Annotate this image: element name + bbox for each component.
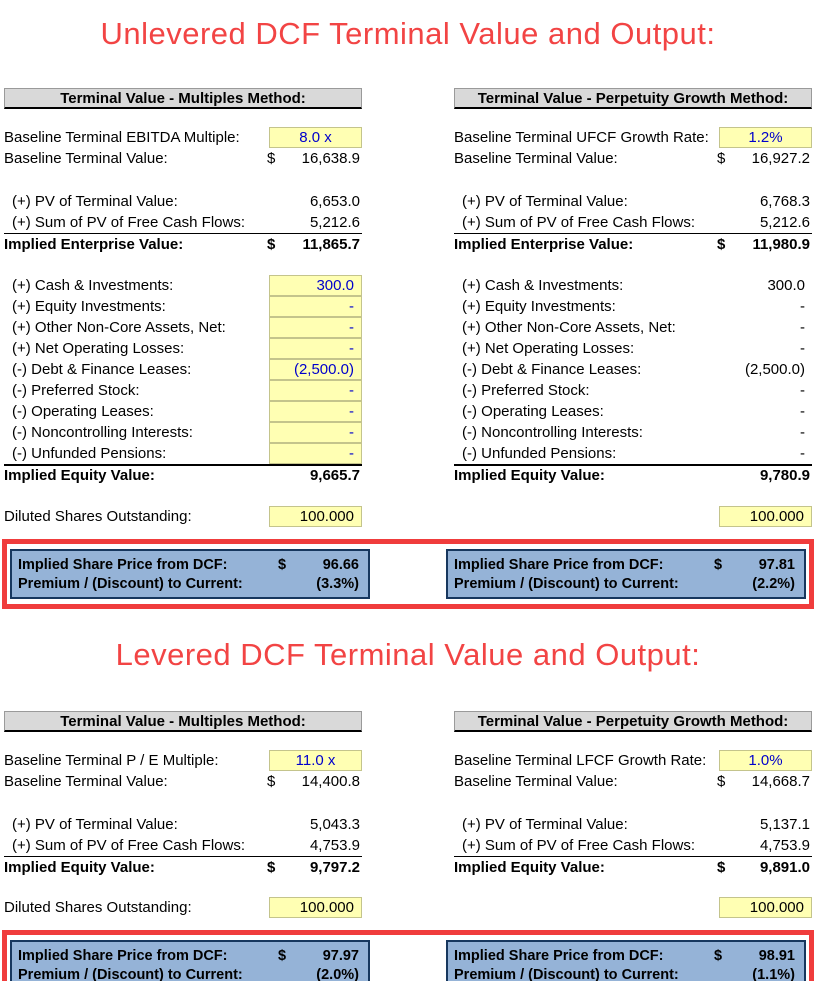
levered-multiples-panel — [4, 711, 362, 918]
adjustment-label: (-) Noncontrolling Interests: — [462, 424, 643, 441]
panel-header: Terminal Value - Perpetuity Growth Method: — [454, 711, 812, 732]
value-cell — [714, 557, 798, 573]
value-cell: 4,753.9 — [759, 837, 810, 854]
adjustment-value-cell: - — [800, 382, 805, 399]
share-price-row — [454, 555, 798, 574]
value-cell — [265, 859, 362, 876]
share-price-row — [454, 946, 798, 965]
value-number: 9,797.2 — [309, 858, 360, 876]
adjustment-input-cell[interactable]: - — [269, 422, 362, 443]
row-label: Baseline Terminal Value: — [454, 773, 618, 790]
adjustment-input-cell[interactable]: - — [269, 380, 362, 401]
adjustment-row — [454, 380, 812, 401]
adjustment-row — [4, 359, 362, 380]
adjustment-value-cell: - — [800, 298, 805, 315]
diluted-shares-row — [454, 506, 812, 527]
implied-enterprise-value-row — [4, 233, 362, 254]
value-cell: 5,043.3 — [309, 816, 360, 833]
implied-equity-value-row — [454, 464, 812, 485]
row-label: (+) PV of Terminal Value: — [462, 193, 628, 210]
row-label: (+) PV of Terminal Value: — [12, 816, 178, 833]
value-cell: 6,653.0 — [309, 193, 360, 210]
growth-rate-input-row — [454, 127, 812, 148]
levered-panels — [4, 711, 812, 918]
levered-section-title: Levered DCF Terminal Value and Output: — [115, 637, 701, 672]
levered-perpetuity-output-box — [446, 940, 806, 981]
share-price-row — [18, 946, 362, 965]
baseline-terminal-value-row — [4, 148, 362, 169]
row-label: Baseline Terminal Value: — [4, 773, 168, 790]
adjustment-label: (+) Net Operating Losses: — [12, 340, 185, 357]
value-cell — [265, 150, 362, 167]
ebitda-multiple-input-cell[interactable]: 8.0 x — [269, 127, 362, 148]
implied-enterprise-value-row — [454, 233, 812, 254]
adjustment-value-cell: - — [800, 424, 805, 441]
row-label: Implied Equity Value: — [454, 858, 605, 876]
implied-equity-value-row — [4, 856, 362, 877]
value-number: 16,927.2 — [751, 150, 810, 167]
multiple-input-row — [4, 127, 362, 148]
row-label: Implied Equity Value: — [4, 858, 155, 876]
row-label: (+) Sum of PV of Free Cash Flows: — [462, 837, 695, 854]
levered-perpetuity-panel — [454, 711, 812, 918]
row-label: (+) Sum of PV of Free Cash Flows: — [12, 837, 245, 854]
value-cell: 5,137.1 — [759, 816, 810, 833]
unlevered-output-callout — [2, 539, 814, 609]
value-number: 11,980.9 — [752, 235, 810, 253]
adjustment-input-cell[interactable]: 300.0 — [269, 275, 362, 296]
adjustment-row — [454, 401, 812, 422]
row-label: Implied Share Price from DCF: — [454, 947, 664, 964]
adjustment-label: (-) Operating Leases: — [462, 403, 604, 420]
row-label: (+) PV of Terminal Value: — [12, 193, 178, 210]
row-label: Baseline Terminal Value: — [454, 150, 618, 167]
panel-header: Terminal Value - Multiples Method: — [4, 88, 362, 109]
diluted-shares-input-cell[interactable]: 100.000 — [269, 897, 362, 918]
row-label: Implied Share Price from DCF: — [18, 556, 228, 573]
pv-terminal-row — [4, 814, 362, 835]
growth-rate-input-row — [454, 750, 812, 771]
currency-symbol: $ — [267, 773, 276, 790]
premium-discount-row — [18, 574, 362, 593]
value-cell: (1.1%) — [752, 966, 795, 981]
row-label: Premium / (Discount) to Current: — [454, 966, 679, 981]
adjustments-block — [4, 275, 362, 464]
unlevered-perpetuity-output-box — [446, 549, 806, 599]
value-cell — [265, 236, 362, 253]
currency-symbol: $ — [267, 235, 276, 253]
row-label: Premium / (Discount) to Current: — [18, 575, 243, 592]
row-label: Premium / (Discount) to Current: — [18, 966, 243, 981]
value-cell — [278, 948, 362, 964]
adjustment-label: (+) Cash & Investments: — [12, 277, 174, 294]
adjustment-row — [4, 422, 362, 443]
row-label: Baseline Terminal P / E Multiple: — [4, 752, 219, 769]
adjustment-label: (-) Debt & Finance Leases: — [12, 361, 192, 378]
row-label: (+) Sum of PV of Free Cash Flows: — [462, 214, 695, 231]
adjustment-row — [4, 338, 362, 359]
value-cell: (2.2%) — [752, 575, 795, 592]
implied-equity-value-row — [454, 856, 812, 877]
value-number: 96.66 — [322, 556, 359, 573]
value-cell — [714, 948, 798, 964]
baseline-terminal-value-row — [454, 148, 812, 169]
pv-fcf-row — [454, 212, 812, 233]
implied-equity-value-row — [4, 464, 362, 485]
adjustment-row — [4, 401, 362, 422]
adjustment-row — [454, 359, 812, 380]
value-number: 97.81 — [758, 556, 795, 573]
share-price-row — [18, 555, 362, 574]
adjustment-row — [4, 380, 362, 401]
row-label: Baseline Terminal EBITDA Multiple: — [4, 129, 240, 146]
adjustment-row — [4, 296, 362, 317]
value-cell: 5,212.6 — [309, 214, 360, 231]
pv-fcf-row — [4, 212, 362, 233]
currency-symbol: $ — [278, 556, 287, 573]
value-cell — [715, 859, 812, 876]
value-number: 14,668.7 — [751, 773, 810, 790]
row-label: Implied Enterprise Value: — [454, 235, 634, 253]
value-number: 98.91 — [758, 947, 795, 964]
value-cell — [715, 773, 812, 790]
adjustment-label: (+) Other Non-Core Assets, Net: — [462, 319, 676, 336]
pe-multiple-input-cell[interactable]: 11.0 x — [269, 750, 362, 771]
row-label: (+) Sum of PV of Free Cash Flows: — [12, 214, 245, 231]
adjustment-input-cell[interactable]: - — [269, 317, 362, 338]
adjustment-value-cell: - — [800, 403, 805, 420]
currency-symbol: $ — [278, 947, 287, 964]
adjustment-label: (+) Cash & Investments: — [462, 277, 624, 294]
value-cell: 4,753.9 — [309, 837, 360, 854]
adjustment-label: (+) Other Non-Core Assets, Net: — [12, 319, 226, 336]
row-label: Implied Equity Value: — [4, 467, 155, 484]
adjustment-label: (-) Debt & Finance Leases: — [462, 361, 642, 378]
adjustment-row — [4, 317, 362, 338]
value-number: 9,891.0 — [759, 858, 810, 876]
value-cell: (3.3%) — [316, 575, 359, 592]
panel-header: Terminal Value - Perpetuity Growth Method: — [454, 88, 812, 109]
adjustment-row — [454, 422, 812, 443]
value-cell — [715, 150, 812, 167]
row-label: Baseline Terminal LFCF Growth Rate: — [454, 752, 707, 769]
adjustment-row — [4, 275, 362, 296]
diluted-shares-input-cell[interactable]: 100.000 — [269, 506, 362, 527]
adjustment-label: (+) Net Operating Losses: — [462, 340, 635, 357]
value-number: 14,400.8 — [301, 773, 360, 790]
adjustment-label: (-) Unfunded Pensions: — [462, 445, 617, 462]
adjustment-value-cell: - — [800, 445, 805, 462]
adjustment-input-cell[interactable]: - — [269, 401, 362, 422]
pv-terminal-row — [454, 814, 812, 835]
adjustment-input-cell[interactable]: - — [269, 338, 362, 359]
unlevered-multiples-output-box — [10, 549, 370, 599]
currency-symbol: $ — [267, 150, 276, 167]
adjustment-label: (-) Preferred Stock: — [462, 382, 590, 399]
value-number: 11,865.7 — [302, 235, 360, 253]
panel-header: Terminal Value - Multiples Method: — [4, 711, 362, 732]
row-label: Diluted Shares Outstanding: — [4, 508, 192, 525]
adjustment-input-cell[interactable]: - — [269, 443, 362, 464]
adjustment-label: (-) Preferred Stock: — [12, 382, 140, 399]
pv-fcf-row — [4, 835, 362, 856]
unlevered-panels — [4, 88, 812, 527]
adjustment-value-cell: - — [800, 340, 805, 357]
adjustment-label: (-) Operating Leases: — [12, 403, 154, 420]
adjustment-value-cell: - — [800, 319, 805, 336]
currency-symbol: $ — [714, 556, 723, 573]
row-label: Implied Share Price from DCF: — [454, 556, 664, 573]
currency-symbol: $ — [717, 773, 726, 790]
pv-terminal-row — [4, 191, 362, 212]
baseline-terminal-value-row — [4, 771, 362, 792]
currency-symbol: $ — [717, 150, 726, 167]
value-cell — [715, 236, 812, 253]
value-cell: 5,212.6 — [759, 214, 810, 231]
value-cell: 6,768.3 — [759, 193, 810, 210]
value-cell: 9,780.9 — [759, 467, 810, 484]
row-label: Implied Share Price from DCF: — [18, 947, 228, 964]
adjustment-row — [454, 275, 812, 296]
row-label: Premium / (Discount) to Current: — [454, 575, 679, 592]
adjustment-label: (-) Noncontrolling Interests: — [12, 424, 193, 441]
diluted-shares-row — [4, 897, 362, 918]
pv-terminal-row — [454, 191, 812, 212]
row-label: (+) PV of Terminal Value: — [462, 816, 628, 833]
adjustment-row — [454, 443, 812, 464]
adjustment-row — [454, 296, 812, 317]
diluted-shares-row — [454, 897, 812, 918]
currency-symbol: $ — [714, 947, 723, 964]
ufcf-growth-rate-input-cell[interactable]: 1.2% — [719, 127, 812, 148]
row-label: Implied Equity Value: — [454, 467, 605, 484]
adjustment-input-cell[interactable]: (2,500.0) — [269, 359, 362, 380]
value-number: 97.97 — [322, 947, 359, 964]
premium-discount-row — [18, 965, 362, 981]
levered-multiples-output-box — [10, 940, 370, 981]
currency-symbol: $ — [717, 235, 726, 253]
adjustment-input-cell[interactable]: - — [269, 296, 362, 317]
premium-discount-row — [454, 965, 798, 981]
diluted-shares-input-cell[interactable]: 100.000 — [719, 897, 812, 918]
adjustments-block — [454, 275, 812, 464]
unlevered-section-title: Unlevered DCF Terminal Value and Output: — [100, 16, 716, 51]
value-cell — [265, 773, 362, 790]
row-label: Baseline Terminal Value: — [4, 150, 168, 167]
row-label: Baseline Terminal UFCF Growth Rate: — [454, 129, 709, 146]
currency-symbol: $ — [717, 858, 726, 876]
unlevered-multiples-panel — [4, 88, 362, 527]
adjustment-label: (+) Equity Investments: — [12, 298, 166, 315]
pv-fcf-row — [454, 835, 812, 856]
adjustment-value-cell: 300.0 — [767, 277, 805, 294]
premium-discount-row — [454, 574, 798, 593]
unlevered-perpetuity-panel — [454, 88, 812, 527]
adjustment-row — [454, 317, 812, 338]
diluted-shares-row — [4, 506, 362, 527]
value-cell: 9,665.7 — [309, 467, 360, 484]
lfcf-growth-rate-input-cell[interactable]: 1.0% — [719, 750, 812, 771]
currency-symbol: $ — [267, 858, 276, 876]
adjustment-label: (+) Equity Investments: — [462, 298, 616, 315]
adjustment-row — [454, 338, 812, 359]
row-label: Diluted Shares Outstanding: — [4, 899, 192, 916]
diluted-shares-input-cell[interactable]: 100.000 — [719, 506, 812, 527]
value-cell: (2.0%) — [316, 966, 359, 981]
adjustment-label: (-) Unfunded Pensions: — [12, 445, 167, 462]
adjustment-value-cell: (2,500.0) — [744, 361, 805, 378]
value-cell — [278, 557, 362, 573]
value-number: 16,638.9 — [301, 150, 360, 167]
multiple-input-row — [4, 750, 362, 771]
row-label: Implied Enterprise Value: — [4, 235, 184, 253]
baseline-terminal-value-row — [454, 771, 812, 792]
adjustment-row — [4, 443, 362, 464]
levered-output-callout — [2, 930, 814, 981]
